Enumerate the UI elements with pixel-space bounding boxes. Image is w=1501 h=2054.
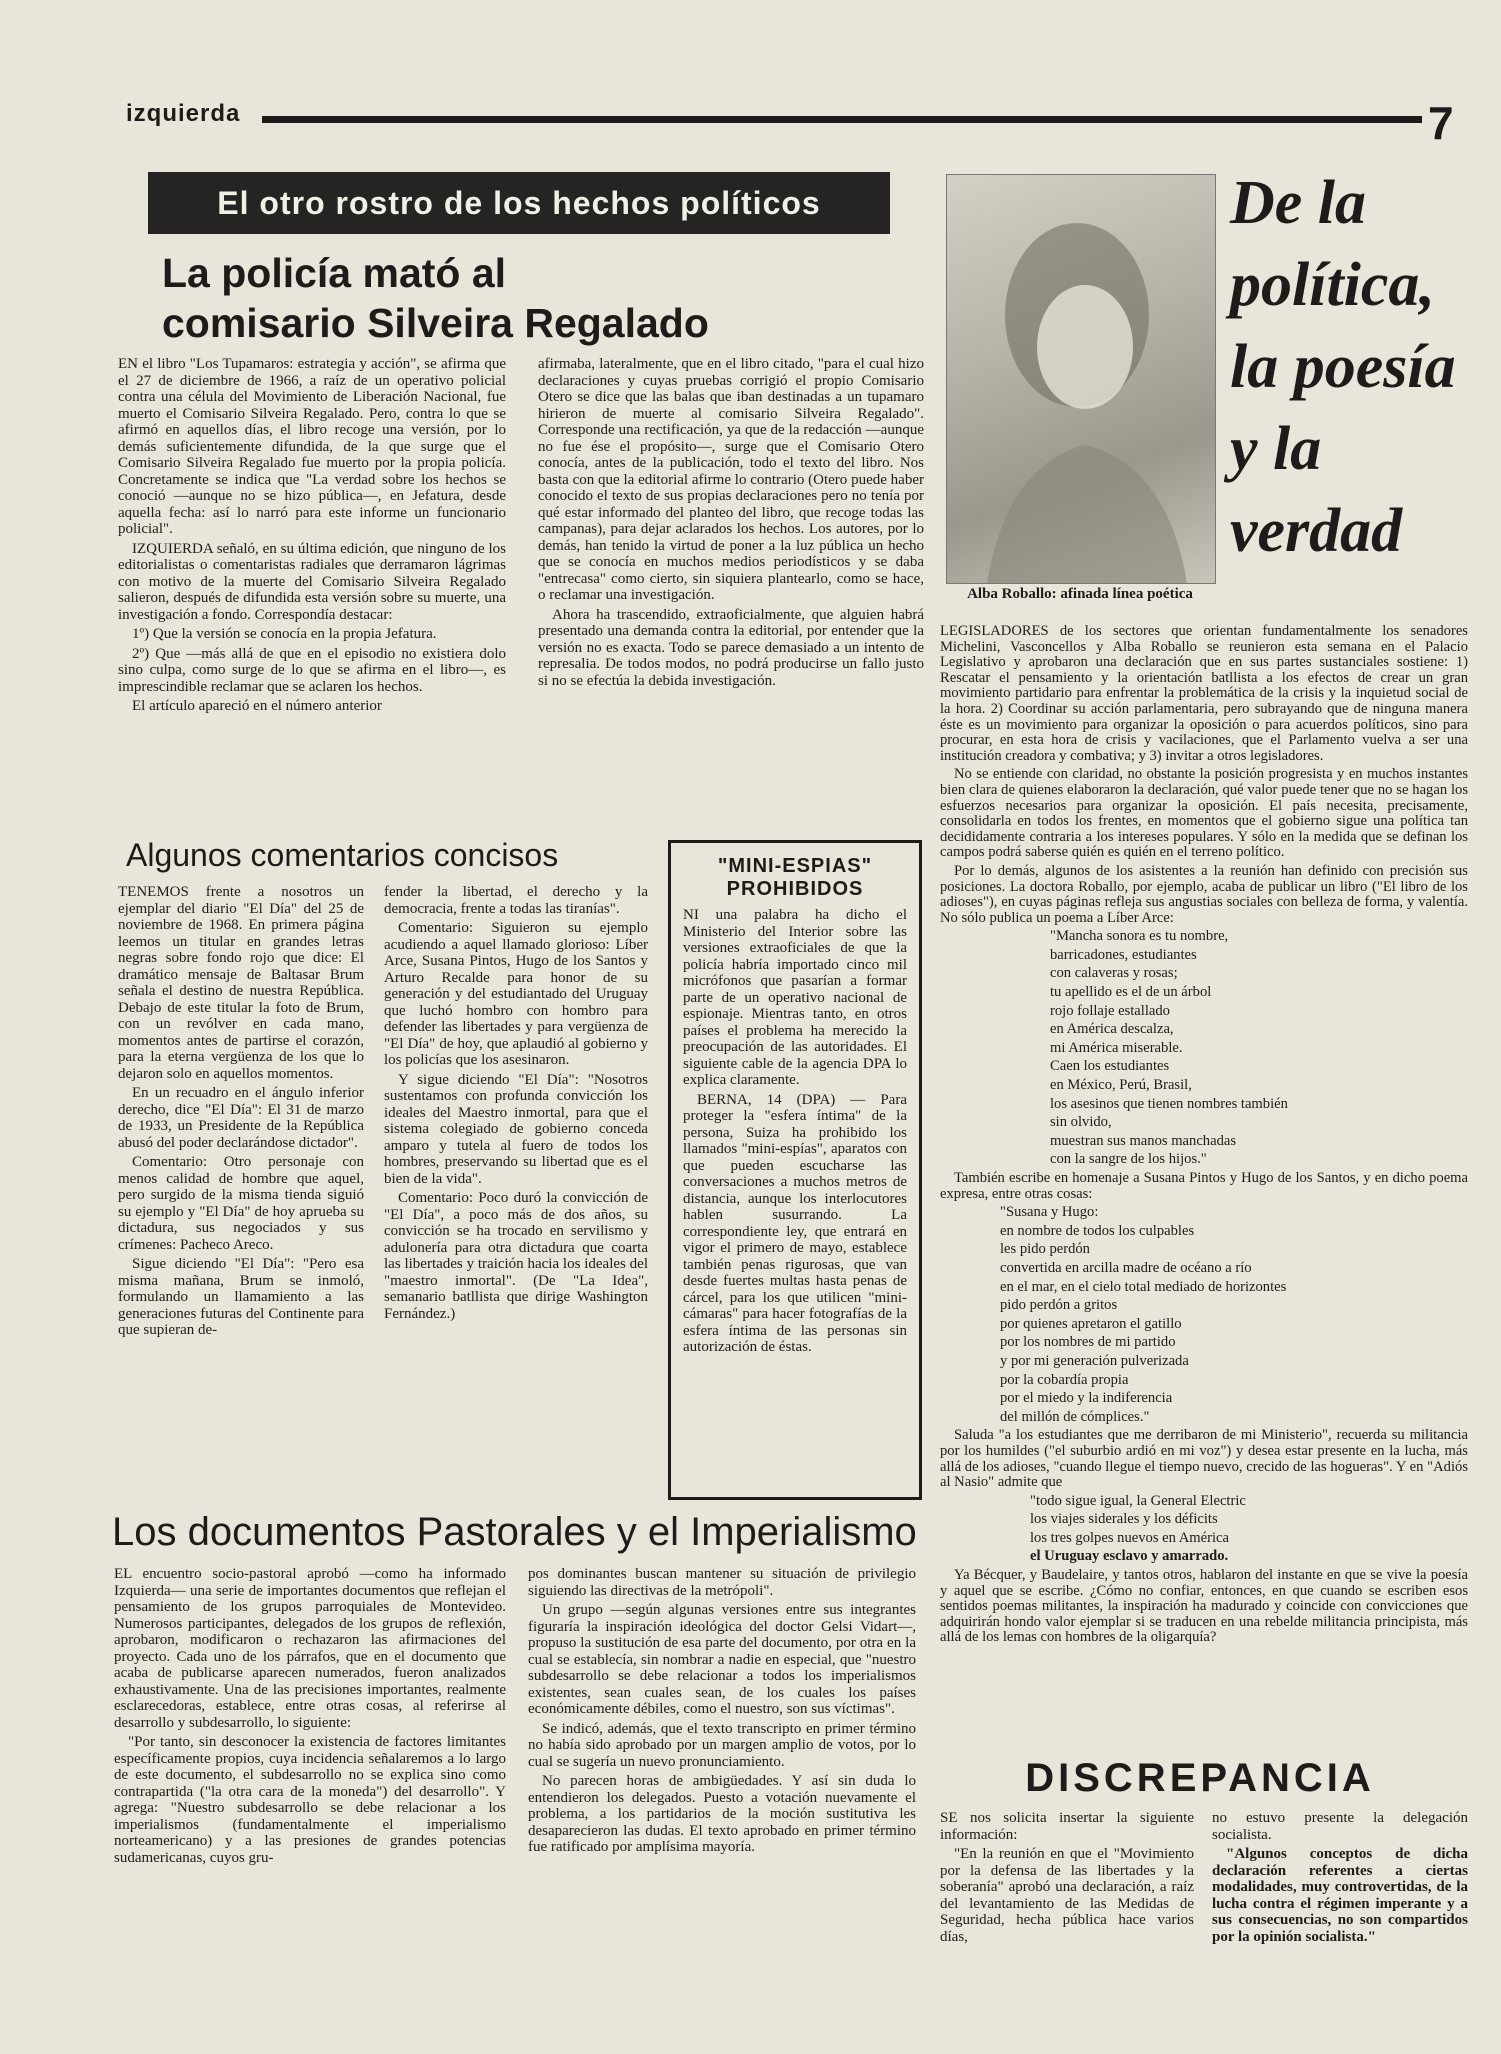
- article1-paragraph: El artículo apareció en el número anterior: [132, 698, 382, 714]
- article1-column1: [118, 356, 506, 818]
- discrepancia-column1: [940, 1810, 1194, 1960]
- article4-paragraph: Por lo demás, algunos de los asistentes a la reunión han definido con precisión sus posiciones. La doctora Roballo, por ejemplo, acaba de publicar un libro ("El libro de los adioses"), en cuyas páginas refleja sus angustias sociales con belleza de forma, y valentía. No sólo publica un poema a Líber Arce:: [940, 862, 1468, 926]
- article4-headline-line4: y la: [1230, 415, 1322, 483]
- box-paragraph: NI una palabra ha dicho el Ministerio del Interior sobre las versiones extraoficiales de que la policía habría importado cinco mil micrófonos que pasarían a formar parte de un operativo nacional de espionaje. Mientras tanto, en otros países el problema ha merecido la preocupación de las autoridades. El siguiente cable de la agencia DPA lo explica claramente.: [683, 907, 907, 1088]
- article4-headline-line1: De la: [1230, 169, 1367, 237]
- poem-line: y por mi generación pulverizada: [1000, 1352, 1189, 1369]
- poem-line: por el miedo y la indiferencia: [1000, 1390, 1173, 1407]
- photo-caption: Alba Roballo: afinada línea poética: [967, 586, 1193, 602]
- article2-headline: Algunos comentarios concisos: [126, 837, 559, 873]
- masthead-rule: [262, 116, 1422, 123]
- article3-paragraph: Se indicó, además, que el texto transcripto en primer término no había sido aprobado por un margen amplio de votos, por lo cual se sugería un nuevo pronunciamiento.: [528, 1720, 916, 1770]
- article2-paragraph: En un recuadro en el ángulo inferior derecho, dice "El Día": El 31 de marzo de 1933, un Presidente de la República abusó del poder declarándose dictador".: [118, 1085, 364, 1151]
- article3-paragraph: No parecen horas de ambigüedades. Y así sin duda lo entendieron los delegados. Puesto a votación nuevamente el problema, a los partidarios de la moción sustitutiva les desaparecieron las dudas. El texto aprobado en primer término fue ratificado por amplísima mayoría.: [528, 1773, 916, 1855]
- poem-line: pido perdón a gritos: [1000, 1297, 1118, 1314]
- poem-line: barricadones, estudiantes: [1050, 946, 1197, 963]
- article4-paragraph: También escribe en homenaje a Susana Pintos y Hugo de los Santos, y en dicho poema expresa, entre otras cosas:: [940, 1170, 1468, 1202]
- poem-line: "Mancha sonora es tu nombre,: [1050, 928, 1229, 945]
- discrepancia-paragraph: "Algunos conceptos de dicha declaración referentes a ciertas modalidades, muy controvertidas, de la lucha contra el régimen imperante y a sus consecuencias, no son compartidos por la opinión socialista.": [1212, 1846, 1468, 1945]
- article4-headline-line5: verdad: [1230, 497, 1403, 565]
- poem-line: los viajes siderales y los déficits: [1030, 1511, 1218, 1528]
- article3-paragraph: "Por tanto, sin desconocer la existencia de factores limitantes específicamente propios, cuya incidencia señalaremos a lo largo de este documento, el subdesarrollo no se explica sino como contrapartida ("la otra cara de la moneda") del desarrollo". Y agrega: "Nuestro subdesarrollo se debe relacionar a los imperialismos (fundamentalmente el imperialismo norteamericano) y a las presiones de grandes potencias sudamericanas, cuyos gru-: [114, 1734, 506, 1866]
- poem-line: del millón de cómplices.": [1000, 1408, 1150, 1425]
- poem-line: en América descalza,: [1050, 1021, 1174, 1038]
- discrepancia-column2: [1212, 1810, 1468, 1960]
- section-label: izquierda: [126, 100, 241, 127]
- poem-line: tu apellido es el de un árbol: [1050, 984, 1212, 1001]
- poem-line: muestran sus manos manchadas: [1050, 1132, 1237, 1149]
- discrepancia-paragraph: SE nos solicita insertar la siguiente información:: [940, 1810, 1194, 1843]
- article1-headline-line2: comisario Silveira Regalado: [162, 300, 709, 346]
- box-title-line2: PROHIBIDOS: [726, 878, 864, 900]
- article4-body: [940, 624, 1468, 1744]
- poem-line: "todo sigue igual, la General Electric: [1030, 1492, 1246, 1509]
- article1-headline-line1: La policía mató al: [162, 250, 507, 296]
- poem-line: "Susana y Hugo:: [1000, 1204, 1099, 1221]
- portrait-icon: [947, 175, 1215, 583]
- article3-paragraph: Un grupo —según algunas versiones entre sus integrantes figuraría la inspiración ideológica del doctor Gelsi Vidart—, propuso la sustitución de esa parte del documento, por otra en la cual se establecía, sin nombrar a nadie en especial, que "nuestro subdesarrollo se debe relacionar a todos los imperialismos existentes, sean cuales sean, de los cuales los países económicamente débiles, como el nuestro, son sus víctimas".: [528, 1602, 916, 1717]
- box-title-line1: "MINI-ESPIAS": [717, 855, 873, 877]
- poem-line: por los nombres de mi partido: [1000, 1334, 1176, 1351]
- alba-roballo-photo: [946, 174, 1216, 584]
- article2-paragraph: Y sigue diciendo "El Día": "Nosotros sustentamos con profunda convicción los ideales del Maestro inmortal, para que el sistema colegiado de gobierno conceda amparo y tutela al fuero de todos los hombres, preservando su libertad que es el bien de la vida".: [384, 1071, 648, 1187]
- poem-line: en el mar, en el cielo total mediado de horizontes: [1000, 1278, 1287, 1295]
- poem-line: mi América miserable.: [1050, 1039, 1183, 1056]
- article3-paragraph: EL encuentro socio-pastoral aprobó —como ha informado Izquierda— una serie de importantes documentos que reflejan el pensamiento de los grupos parroquiales de Montevideo. Numerosos participantes, delegados de los grupos de reflexión, aprobaron, modificaron o rechazaron las afirmaciones del proyecto. Cada uno de los párrafos, que en el documento que acaba de publicarse aparecen numerados, fueron analizados exhaustivamente. Una de las precisiones importantes, realmente esclarecedoras, establece, entre otras cosas, al referirse al desarrollo y subdesarrollo, lo siguiente:: [114, 1566, 506, 1731]
- poem-line: con la sangre de los hijos.": [1050, 1151, 1207, 1168]
- poem-line: con calaveras y rosas;: [1050, 965, 1178, 982]
- article4-paragraph: Ya Bécquer, y Baudelaire, y tantos otros, hablaron del instante en que se vive la poesía y aquel que se escribe. ¿Cómo no confiar, entonces, en que cuando se escriben esos sentidos poemas militantes, la inspiración ha madurado y coincide con convicciones que adquirirán hondo valor ejemplar si se traducen en una rebelde militancia principista, más allá de los lemas con hombres de la oligarquía?: [940, 1567, 1468, 1646]
- article1-column2: [538, 356, 924, 818]
- article1-paragraph: EN el libro "Los Tupamaros: estrategia y acción", se afirma que el 27 de diciembre de 1966, a raíz de un operativo policial contra una célula del Movimiento de Liberación Nacional, fue muerto el Comisario Silveira Regalado. Pero, contra lo que se afirmó en aquellos días, el libro recoge una versión, por lo demás suficientemente difundida, de la que surge que el Comisario Silveira Regalado fue muerto por la propia policía. Concretamente se indica que "La verdad sobre los hechos se conoció —aunque no se hizo pública—, en Jefatura, desde aquella fecha: así lo narró para este informe un funcionario policial".: [118, 356, 506, 537]
- poem-line: por quienes apretaron el gatillo: [1000, 1315, 1182, 1332]
- poem-adios-nasio: [940, 1494, 1468, 1565]
- poem-line: en nombre de todos los culpables: [1000, 1222, 1195, 1239]
- article4-headline-line3: la poesía: [1230, 333, 1456, 401]
- article4-headline-line2: política,: [1230, 251, 1435, 319]
- article4-paragraph: No se entiende con claridad, no obstante la posición progresista y en muchos instantes bien clara de quienes elaboraron la declaración, qué valor puede tener que no se hagan los esfuerzos necesarios para organizar la oposición. El país necesita, precisamente, consolidarla en todos los frentes, en momentos que el gobierno sigue una política tan decididamente contraria a los intereses populares. Y sólo en la medida que se definan los campos podrá saberse quién es quién en el terreno político.: [940, 766, 1468, 861]
- poem-line: por la cobardía propia: [1000, 1371, 1129, 1388]
- discrepancia-paragraph: no estuvo presente la delegación socialista.: [1212, 1810, 1468, 1843]
- section-banner: El otro rostro de los hechos políticos: [148, 172, 890, 234]
- article2-column2: [384, 884, 648, 1492]
- poem-line: en México, Perú, Brasil,: [1050, 1077, 1192, 1094]
- poem-line: rojo follaje estallado: [1050, 1002, 1170, 1019]
- box-paragraph: BERNA, 14 (DPA) — Para proteger la "esfera íntima" de la persona, Suiza ha prohibido los llamados "mini-espías", aparatos con que pueden escucharse las conversaciones a muchos metros de distancia, aunque los interlocutores hablen susurrando. La correspondiente ley, que entrará en vigor el primero de mayo, establece también penas rigurosas, que van desde fuertes multas hasta penas de cárcel, para los que utilicen "mini-cámaras" para hacer fotografías de la esfera íntima de las personas sin autorización de éstas.: [683, 1091, 907, 1355]
- discrepancia-paragraph: "En la reunión en que el "Movimiento por la defensa de las libertades y la soberanía" aprobó una declaración, a raíz del levantamiento de las Medidas de Seguridad, hecha pública hace varios días,: [940, 1846, 1194, 1945]
- article3-column2: [528, 1566, 916, 1958]
- poem-line: el Uruguay esclavo y amarrado.: [1030, 1548, 1229, 1565]
- article4-headline: [1230, 162, 1480, 572]
- article1-paragraph: IZQUIERDA señaló, en su última edición, que ninguno de los editorialistas o comentaristas radiales que derramaron lágrimas con motivo de la muerte del Comisario Silveira Regalado salieron, después de difundida esta versión sobre su muerte, una investigación a fondo. Correspondía destacar:: [118, 540, 506, 623]
- article4-paragraph: Saluda "a los estudiantes que me derribaron de mi Ministerio", recuerda su militancia por los humildes ("el suburbio ardió en mi voz") y desea estar presente en la lucha, más allá de los adioses, "cuando llegue el tiempo nuevo, crecido de las hogueras". Y en "Adiós al Nasio" admite que: [940, 1427, 1468, 1491]
- article4-paragraph: LEGISLADORES de los sectores que orientan fundamentalmente los senadores Michelini, Vasconcellos y Alba Roballo se reunieron esta semana en el Palacio Legislativo y aprobaron una declaración que en sus partes sustanciales sostiene: 1) Rescatar el pensamiento y la orientación batllista a los efectos de crear un gran movimiento partidario para enfrentar la problemática de la crisis y la inquietud social de la hora. 2) Coordinar su acción parlamentaria, pero subrayando que de ninguna manera éste es un movimiento para organizar la oposición o para acuerdos políticos, sino para procurar, en esta hora de crisis y vacilaciones, que el Parlamento vuelva a ser una institución creadora y combativa; y 3) invitar a otros legisladores.: [940, 624, 1468, 764]
- poem-line: convertida en arcilla madre de océano a río: [1000, 1259, 1252, 1276]
- article1-headline: [162, 248, 902, 348]
- article1-paragraph: 1º) Que la versión se conocía en la propia Jefatura.: [132, 626, 437, 642]
- article2-paragraph: Comentario: Otro personaje con menos calidad de hombre que aquel, pero surgido de la misma tienda siguió su ejemplo y "El Día" de hoy aprueba su dictadura, sus negociados y sus crímenes: Pacheco Areco.: [118, 1154, 364, 1253]
- discrepancia-headline: DISCREPANCIA: [1025, 1756, 1375, 1800]
- article2-paragraph: fender la libertad, el derecho y la democracia, frente a todas las tiranías".: [384, 884, 648, 917]
- article1-paragraph: 2º) Que —más allá de que en el episodio no existiera dolo sino culpa, como surge de lo que se afirma en el libro—, es imprescindible reclamar que se aclaren los hechos.: [118, 645, 506, 695]
- article2-paragraph: TENEMOS frente a nosotros un ejemplar del diario "El Día" del 25 de noviembre de 1968. En primera página leemos un titular en grandes letras negras sobre fondo rojo que dice: El dramático mensaje de Baltasar Brum señala el destino de nuestra República. Debajo de este titular la foto de Brum, con un revólver en cada mano, momentos antes de partirse el corazón, para la eterna vergüenza de los que lo dejaron solo en aquellos momentos.: [118, 884, 364, 1082]
- page-number: 7: [1428, 97, 1454, 149]
- article3-headline: Los documentos Pastorales y el Imperialismo: [112, 1510, 917, 1554]
- poem-liber-arce: [940, 929, 1468, 1168]
- article2-paragraph: Sigue diciendo "El Día": "Pero esa misma mañana, Brum se inmoló, formulando un llamamiento a las generaciones futuras del Continente para que supieran de-: [118, 1256, 364, 1338]
- article2-column1: [118, 884, 364, 1492]
- poem-line: sin olvido,: [1050, 1114, 1112, 1131]
- article2-paragraph: Comentario: Siguieron su ejemplo acudiendo a aquel llamado glorioso: Líber Arce, Susana Pintos, Hugo de los Santos y Arturo Recalde para honor de su generación y del estudiantado del Uruguay que luchó hombro con hombro para defender las libertades y para vergüenza de "El Día" de hoy, que aplaudió al gobierno y los policías que los asesinaron.: [384, 920, 648, 1068]
- article2-paragraph: Comentario: Poco duró la convicción de "El Día", a poco más de dos años, su convicción se ha trocado en servilismo y adulonería para otra dictadura que coarta las libertades y traición hacia los ideales del "maestro inmortal". (De "La Idea", semanario batllista que dirige Washington Fernández.): [384, 1190, 648, 1322]
- article1-paragraph: Ahora ha trascendido, extraoficialmente, que alguien habrá presentado una demanda contra la editorial, por entender que la versión no es exacta. Todo se parece demasiado a un intento de represalia. De todos modos, no podrá producirse un fallo justo si no se efectúa la debida investigación.: [538, 606, 924, 689]
- article3-paragraph: pos dominantes buscan mantener su situación de privilegio siguiendo las directivas de la metrópoli".: [528, 1566, 916, 1599]
- box-body: [671, 907, 919, 1467]
- article1-paragraph: afirmaba, lateralmente, que en el libro citado, "para el cual hizo declaraciones y cuyas pruebas corrigió el propio Comisario Otero se dice que las balas que iban destinadas a un tupamaro hirieron de muerte al comisario Silveira Regalado". Corresponde una rectificación, ya que de la redacción —aunque no fue ése el propósito—, surge que el Comisario Otero conocía, antes de la publicación, todo el texto del libro. Nos basta con que la editorial afirme lo contrario (Otero puede haber conocido el texto de sus propias declaraciones pero no tenía por qué estar informado del planteo del libro, que recoge todas las campanas), para dejar aclarados los hechos. Los autores, por lo demás, han tenido la virtud de poner a la luz pública un hecho que se conocía en muchos medios periodísticos y se daba "entrecasa" como cierto, sin siquiera plantearlo, como se hace, o reclamar una investigación.: [538, 356, 924, 603]
- poem-line: Caen los estudiantes: [1050, 1058, 1170, 1075]
- article3-column1: [114, 1566, 506, 1958]
- poem-line: los asesinos que tienen nombres también: [1050, 1095, 1288, 1112]
- poem-susana-hugo: [940, 1205, 1468, 1425]
- poem-line: los tres golpes nuevos en América: [1030, 1529, 1229, 1546]
- mini-espias-box: [668, 840, 922, 1500]
- poem-line: les pido perdón: [1000, 1241, 1090, 1258]
